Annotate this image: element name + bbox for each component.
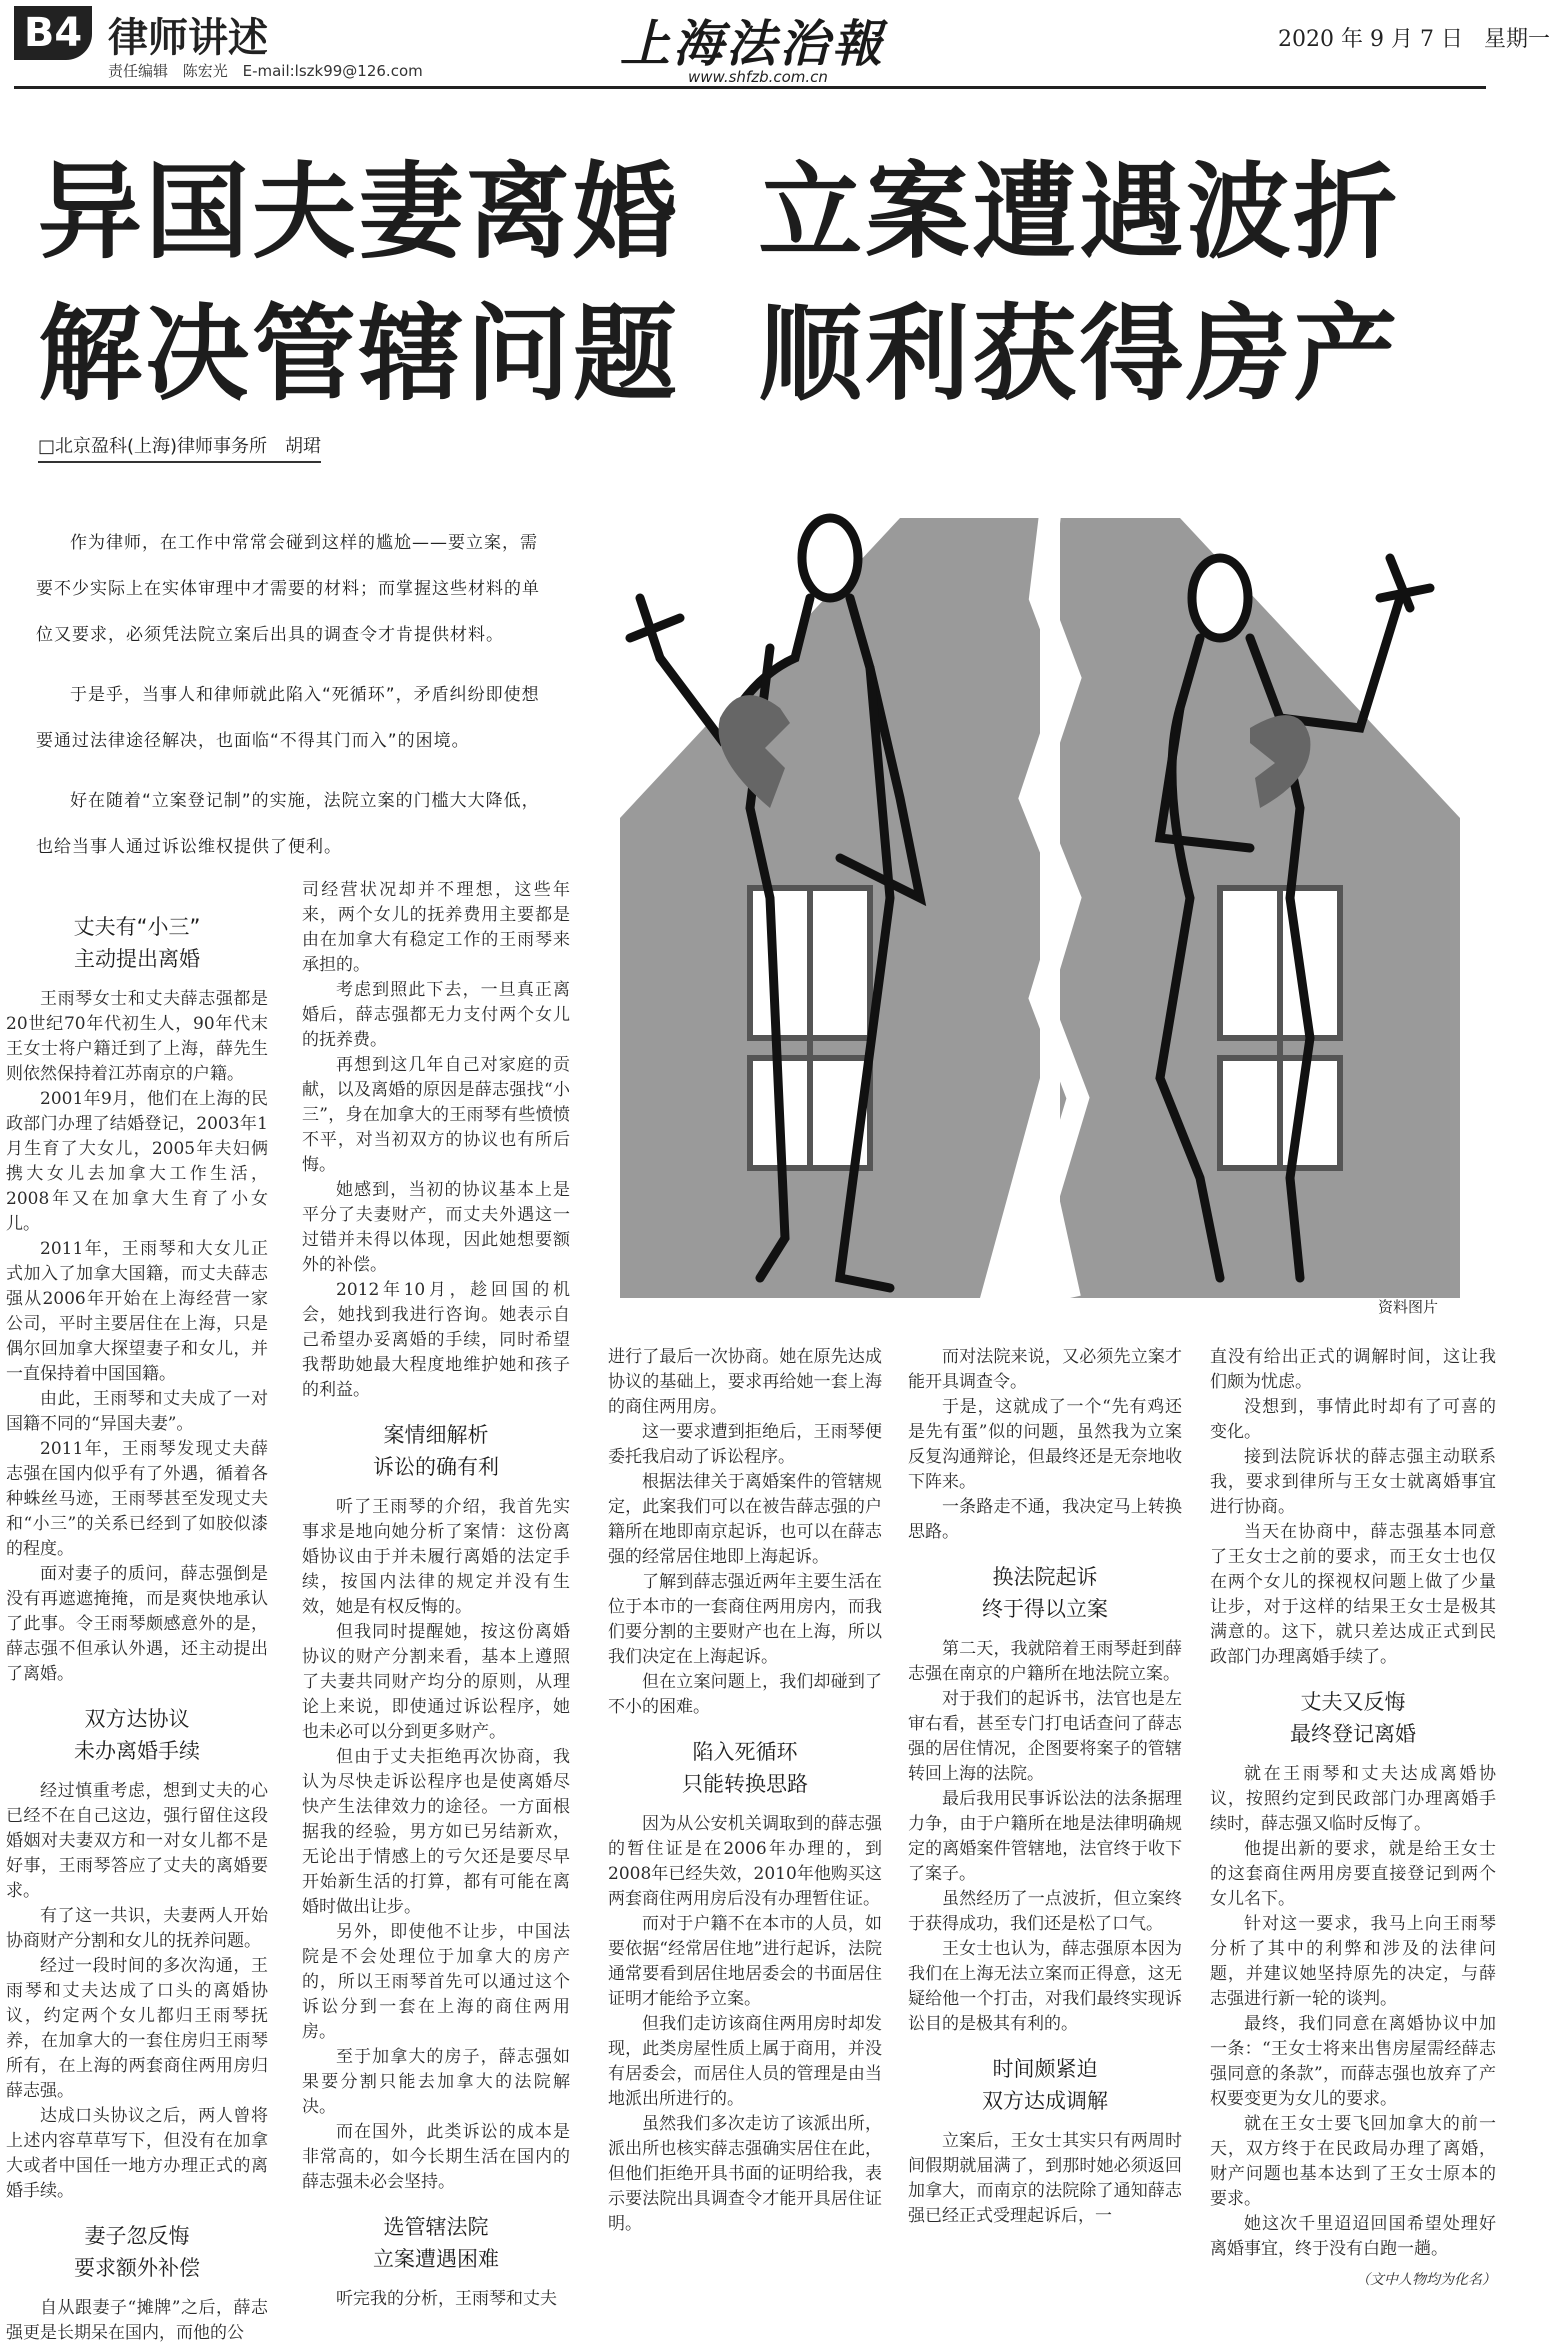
subheading: [6, 1703, 268, 1767]
subheading: [1210, 1686, 1496, 1750]
subheading-line: 主动提出离婚: [74, 947, 200, 971]
paragraph: 考虑到照此下去，一旦真正离婚后，薛志强都无力支付两个女儿的抚养费。: [302, 980, 570, 1050]
paragraph: 而在国外，此类诉讼的成本是非常高的，如今长期生活在国内的薛志强未必会坚持。: [302, 2122, 570, 2192]
date-line: [1278, 22, 1550, 53]
subheading: [908, 1561, 1182, 1625]
paragraph: 经过一段时间的多次沟通，王雨琴和丈夫达成了口头的离婚协议，约定两个女儿都归王雨琴抚养，在加拿大的一套住房归王雨琴所有，在上海的两套商住两用房归薛志强。: [6, 1956, 268, 2101]
subheading: [608, 1736, 882, 1800]
subheading: [302, 2211, 570, 2275]
paragraph: 但在立案问题上，我们却碰到了不小的困难。: [608, 1672, 882, 1717]
subheading: [302, 1419, 570, 1483]
subheading-line: 妻子忽反悔: [84, 2224, 190, 2248]
section-title: 律师讲述: [108, 15, 268, 61]
subheading: [908, 2053, 1182, 2117]
paragraph: 2012年10月，趁回国的机会，她找到我进行咨询。她表示自己希望办妥离婚的手续，同时希望我帮助她最大程度地维护她和孩子的利益。: [302, 1280, 570, 1400]
paragraph: 立案后，王女士其实只有两周时间假期就届满了，到那时她必须返回加拿大，而南京的法院除了通知薛志强已经正式受理起诉后，一: [908, 2131, 1182, 2226]
subheading-line: 案情细解析: [383, 1423, 489, 1447]
paragraph: 听完我的分析，王雨琴和丈夫: [336, 2289, 557, 2309]
article-column-4: [908, 1345, 1182, 2229]
paragraph: 达成口头协议之后，两人曾将上述内容草草写下，但没有在加拿大或者中国任一地方办理正式的离婚手续。: [6, 2106, 268, 2201]
paragraph: 针对这一要求，我马上向王雨琴分析了其中的利弊和涉及的法律问题，并建议她坚持原先的决定，与薛志强进行新一轮的谈判。: [1210, 1914, 1496, 2009]
lead-paragraph: 于是乎，当事人和律师就此陷入“死循环”，矛盾纠纷即使想要通过法律途径解决，也面临“不得其门而入”的困境。: [36, 685, 540, 751]
paragraph: 没想到，事情此时却有了可喜的变化。: [1210, 1397, 1496, 1442]
paragraph: 王雨琴女士和丈夫薛志强都是20世纪70年代初生人，90年代末王女士将户籍迁到了上海，薛先生则依然保持着江苏南京的户籍。: [6, 989, 268, 1084]
subheading-line: 立案遭遇困难: [373, 2247, 499, 2271]
subheading: [6, 2220, 268, 2284]
paragraph: 当天在协商中，薛志强基本同意了王女士之前的要求，而王女士也仅在两个女儿的探视权问题上做了少量让步，对于这样的结果王女士是极其满意的。这下，就只差达成正式到民政部门办理离婚手续了。: [1210, 1522, 1496, 1667]
paragraph: 一条路走不通，我决定马上转换思路。: [908, 1497, 1182, 1542]
issue-weekday: 星期一: [1483, 27, 1550, 52]
masthead-rule: [14, 86, 1486, 89]
paragraph: 他提出新的要求，就是给王女士的这套商住两用房要直接登记到两个女儿名下。: [1210, 1839, 1496, 1909]
paragraph: 而对于户籍不在本市的人员，如要依据“经常居住地”进行起诉，法院通常要看到居住地居委会的书面居住证明才能给予立案。: [608, 1914, 882, 2009]
article-column-2: [302, 878, 570, 2309]
paragraph: 她感到，当初的协议基本上是平分了夫妻财产，而丈夫外遇这一过错并未得以体现，因此她想要额外的补偿。: [302, 1180, 570, 1275]
site-url: www.shfzb.com.cn: [688, 68, 828, 86]
subheading-line: 最终登记离婚: [1290, 1722, 1416, 1746]
subheading-line: 双方达成调解: [982, 2089, 1108, 2113]
paragraph: 于是，这就成了一个“先有鸡还是先有蛋”似的问题，虽然我为立案反复沟通辩论，但最终还是无奈地收下阵来。: [908, 1397, 1182, 1492]
paragraph: 2001年9月，他们在上海的民政部门办理了结婚登记，2003年1月生育了大女儿，2005年夫妇俩携大女儿去加拿大工作生活，2008年又在加拿大生育了小女儿。: [6, 1089, 268, 1234]
subheading-line: 换法院起诉: [992, 1565, 1098, 1589]
headline-line-2: 解决管辖问题 顺利获得房产: [38, 293, 1401, 415]
editor-email: E-mail:lszk99@126.com: [242, 62, 423, 80]
paragraph: 再想到这几年自己对家庭的贡献，以及离婚的原因是薛志强找“小三”，身在加拿大的王雨琴有些愤愤不平，对当初双方的协议也有所后悔。: [302, 1055, 570, 1175]
subheading-line: 选管辖法院: [383, 2215, 489, 2239]
paragraph: 由此，王雨琴和丈夫成了一对国籍不同的“异国夫妻”。: [6, 1389, 268, 1434]
subheading: [6, 911, 268, 975]
paragraph: 有了这一共识，夫妻两人开始协商财产分割和女儿的抚养问题。: [6, 1906, 268, 1951]
paragraph: 面对妻子的质问，薛志强倒是没有再遮遮掩掩，而是爽快地承认了此事。令王雨琴颇感意外的是，薛志强不但承认外遇，还主动提出了离婚。: [6, 1564, 268, 1684]
paragraph: 对于我们的起诉书，法官也是左审右看，甚至专门打电话查问了薛志强的居住情况，企图要将案子的管辖转回上海的法院。: [908, 1689, 1182, 1784]
paragraph: 至于加拿大的房子，薛志强如果要分割只能去加拿大的法院解决。: [302, 2047, 570, 2117]
paragraph: 但我们走访该商住两用房时却发现，此类房屋性质上属于商用，并没有居委会，而居住人员的管理是由当地派出所进行的。: [608, 2014, 882, 2109]
subheading-line: 未办离婚手续: [74, 1739, 200, 1763]
paragraph: 她这次千里迢迢回国希望处理好离婚事宜，终于没有白跑一趟。: [1210, 2214, 1496, 2259]
paragraph: 这一要求遭到拒绝后，王雨琴便委托我启动了诉讼程序。: [608, 1422, 882, 1467]
subheading-line: 时间颇紧迫: [992, 2057, 1098, 2081]
paragraph: 了解到薛志强近两年主要生活在位于本市的一套商住两用房内，而我们要分割的主要财产也在上海，所以我们决定在上海起诉。: [608, 1572, 882, 1667]
paragraph: 就在王女士要飞回加拿大的前一天，双方终于在民政局办理了离婚，财产问题也基本达到了王女士原本的要求。: [1210, 2114, 1496, 2209]
article-column-3: [608, 1345, 882, 2234]
paragraph: 虽然经历了一点波折，但立案终于获得成功，我们还是松了口气。: [908, 1889, 1182, 1934]
paragraph: 但我同时提醒她，按这份离婚协议的财产分割来看，基本上遵照了夫妻共同财产均分的原则，从理论上来说，即使通过诉讼程序，她也未必可以分到更多财产。: [302, 1622, 570, 1742]
paragraph: 自从跟妻子“摊牌”之后，薛志强更是长期呆在国内，而他的公: [6, 2298, 268, 2343]
byline: □北京盈科(上海)律师事务所 胡珺: [38, 432, 321, 463]
editor-name: 陈宏光: [182, 62, 228, 80]
paragraph: 根据法律关于离婚案件的管辖规定，此案我们可以在被告薛志强的户籍所在地即南京起诉，也可以在薛志强的经常居住地即上海起诉。: [608, 1472, 882, 1567]
paragraph: 进行了最后一次协商。她在原先达成协议的基础上，要求再给她一套上海的商住两用房。: [608, 1347, 882, 1417]
paragraph: 虽然我们多次走访了该派出所，派出所也核实薛志强确实居住在此，但他们拒绝开具书面的证明给我，表示要法院出具调查令才能开具居住证明。: [608, 2114, 882, 2234]
article-column-5: [1210, 1345, 1496, 2288]
lead-paragraph: 好在随着“立案登记制”的实施，法院立案的门槛大大降低，也给当事人通过诉讼维权提供了便利。: [36, 791, 540, 857]
broken-house-couple-illustration: [600, 478, 1480, 1298]
paragraph: 最后我用民事诉讼法的法条据理力争，由于户籍所在地是法律明确规定的离婚案件管辖地，法官终于收下了案子。: [908, 1789, 1182, 1884]
subheading-line: 陷入死循环: [692, 1740, 798, 1764]
subheading-line: 丈夫又反悔: [1300, 1690, 1406, 1714]
lead-paragraphs: [36, 520, 546, 884]
lead-paragraph: 作为律师，在工作中常常会碰到这样的尴尬——要立案，需要不少实际上在实体审理中才需要的材料；而掌握这些材料的单位又要求，必须凭法院立案后出具的调查令才肯提供材料。: [36, 533, 540, 645]
paragraph: 最终，我们同意在离婚协议中加一条：“王女士将来出售房屋需经薛志强同意的条款”，而薛志强也放弃了产权要变更为女儿的要求。: [1210, 2014, 1496, 2109]
paragraph: 但由于丈夫拒绝再次协商，我认为尽快走诉讼程序也是使离婚尽快产生法律效力的途径。一方面根据我的经验，男方如已另结新欢，无论出于情感上的亏欠还是要尽早开始新生活的打算，都有可能在离婚时做出让步。: [302, 1747, 570, 1917]
pseudonym-note: （文中人物均为化名）: [1356, 2272, 1496, 2288]
issue-date: 2020 年 9 月 7 日: [1278, 27, 1463, 52]
image-caption: 资料图片: [1378, 1298, 1439, 1316]
paragraph: 而对法院来说，又必须先立案才能开具调查令。: [908, 1347, 1182, 1392]
paragraph: 直没有给出正式的调解时间，这让我们颇为忧虑。: [1210, 1347, 1496, 1392]
paragraph: 接到法院诉状的薛志强主动联系我，要求到律所与王女士就离婚事宜进行协商。: [1210, 1447, 1496, 1517]
paragraph: 就在王雨琴和丈夫达成离婚协议，按照约定到民政部门办理离婚手续时，薛志强又临时反悔了。: [1210, 1764, 1496, 1834]
subheading-line: 诉讼的确有利: [373, 1455, 499, 1479]
paragraph: 司经营状况却并不理想，这些年来，两个女儿的抚养费用主要都是由在加拿大有稳定工作的王雨琴来承担的。: [302, 880, 570, 975]
paragraph: 2011年，王雨琴发现丈夫薛志强在国内似乎有了外遇，循着各种蛛丝马迹，王雨琴甚至发现丈夫和“小三”的关系已经到了如胶似漆的程度。: [6, 1439, 268, 1559]
paragraph: 听了王雨琴的介绍，我首先实事求是地向她分析了案情：这份离婚协议由于并未履行离婚的法定手续，按国内法律的规定并没有生效，她是有权反悔的。: [302, 1497, 570, 1617]
subheading-line: 终于得以立案: [982, 1597, 1108, 1621]
newspaper-logo: 上海法治報: [620, 14, 885, 73]
editor-line: [108, 60, 433, 81]
subheading-line: 丈夫有“小三”: [73, 915, 201, 939]
paragraph: 经过慎重考虑，想到丈夫的心已经不在自己这边，强行留住这段婚姻对夫妻双方和一对女儿都不是好事，王雨琴答应了丈夫的离婚要求。: [6, 1781, 268, 1901]
editor-label: 责任编辑: [108, 62, 169, 80]
article-column-1: [6, 895, 268, 2343]
page-number-badge: B4: [14, 6, 92, 60]
subheading-line: 只能转换思路: [682, 1772, 808, 1796]
subheading-line: 双方达协议: [84, 1707, 190, 1731]
paragraph: 王女士也认为，薛志强原本因为我们在上海无法立案而正得意，这无疑给他一个打击，对我们最终实现诉讼目的是极其有利的。: [908, 1939, 1182, 2034]
headline-line-1: 异国夫妻离婚 立案遭遇波折: [38, 151, 1401, 273]
subheading-line: 要求额外补偿: [74, 2256, 200, 2280]
paragraph: 另外，即使他不让步，中国法院是不会处理位于加拿大的房产的，所以王雨琴首先可以通过这个诉讼分到一套在上海的商住两用房。: [302, 1922, 570, 2042]
paragraph: 2011年，王雨琴和大女儿正式加入了加拿大国籍，而丈夫薛志强从2006年开始在上海经营一家公司，平时主要居住在上海，只是偶尔回加拿大探望妻子和女儿，并一直保持着中国国籍。: [6, 1239, 268, 1384]
paragraph: 因为从公安机关调取到的薛志强的暂住证是在2006年办理的，到2008年已经失效，2010年他购买这两套商住两用房后没有办理暂住证。: [608, 1814, 882, 1909]
paragraph: 第二天，我就陪着王雨琴赶到薛志强在南京的户籍所在地法院立案。: [908, 1639, 1182, 1684]
